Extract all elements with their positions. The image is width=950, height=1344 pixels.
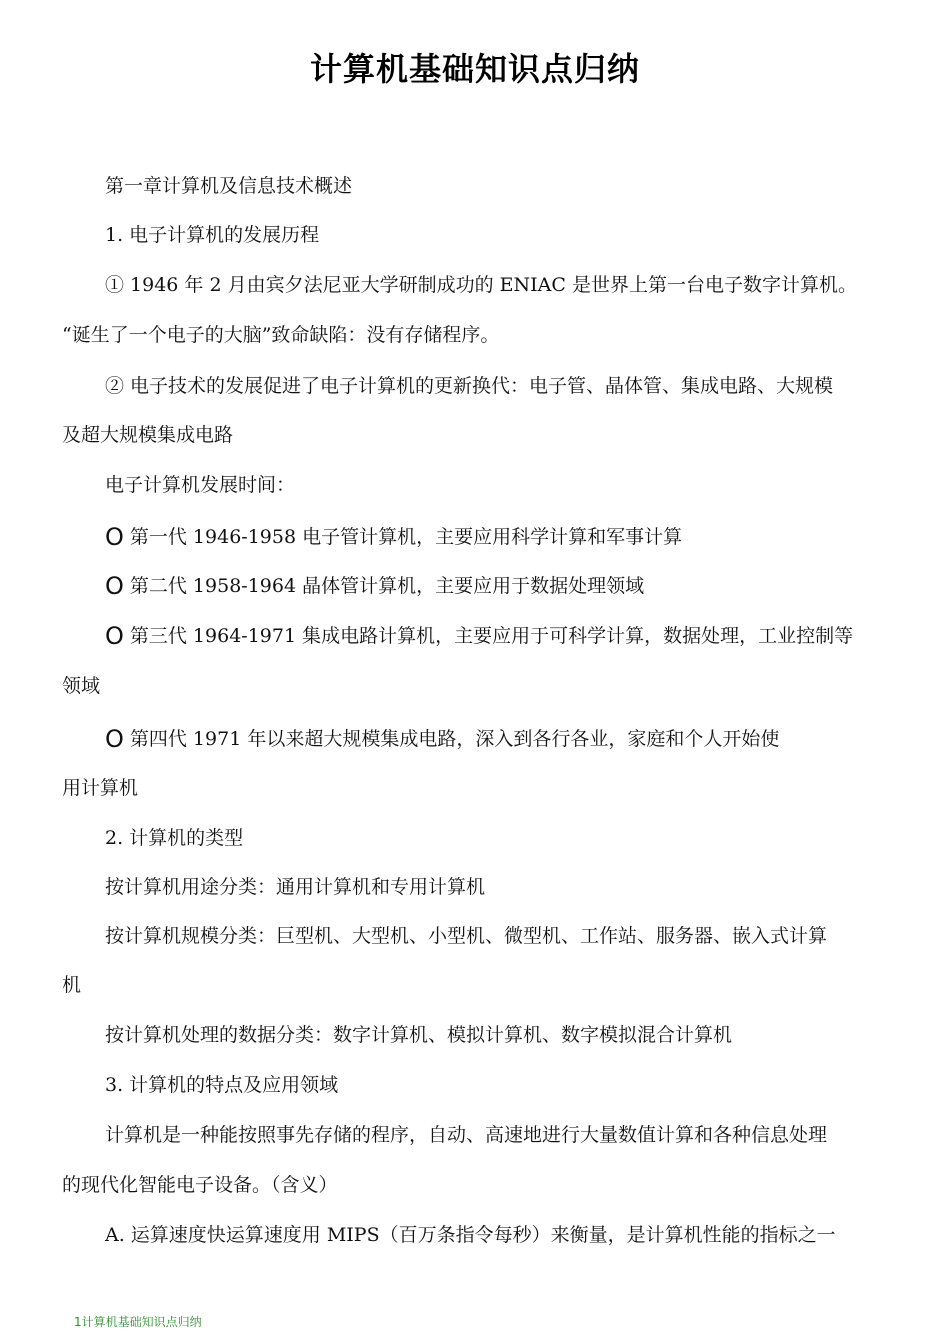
list-item — [105, 573, 644, 599]
list-item — [105, 726, 779, 752]
list-item — [105, 623, 853, 649]
list-item-text: 第四代 1971 年以来超大规模集成电路，深入到各行各业，家庭和个人开始使 — [129, 728, 780, 750]
bullet-icon: O — [105, 622, 124, 650]
paragraph-line: 电子计算机发展时间： — [105, 474, 296, 496]
paragraph-line: 及超大规模集成电路 — [62, 424, 234, 446]
bullet-icon: O — [105, 572, 124, 600]
paragraph-line: 的现代化智能电子设备。（含义） — [62, 1174, 338, 1196]
list-item — [105, 524, 682, 550]
paragraph-line: 计算机是一种能按照事先存储的程序，自动、高速地进行大量数值计算和各种信息处理 — [105, 1124, 828, 1146]
paragraph-line: 按计算机规模分类：巨型机、大型机、小型机、微型机、工作站、服务器、嵌入式计算 — [105, 925, 828, 947]
paragraph-line: 按计算机用途分类：通用计算机和专用计算机 — [105, 876, 486, 898]
paragraph-line: A. 运算速度快运算速度用 MIPS（百万条指令每秒）来衡量，是计算机性能的指标之一 — [105, 1224, 836, 1246]
page-title: 计算机基础知识点归纳 — [309, 50, 640, 88]
paragraph-line: “诞生了一个电子的大脑”致命缺陷：没有存储程序。 — [62, 324, 500, 346]
chapter-heading: 第一章计算机及信息技术概述 — [105, 175, 353, 197]
section-heading: 1. 电子计算机的发展历程 — [105, 224, 320, 246]
list-item-text: 第二代 1958-1964 晶体管计算机，主要应用于数据处理领域 — [129, 575, 645, 597]
paragraph-line: ① 1946 年 2 月由宾夕法尼亚大学研制成功的 ENIAC 是世界上第一台电子数字计算机。 — [105, 274, 857, 296]
section-heading: 3. 计算机的特点及应用领域 — [105, 1074, 339, 1096]
list-item-text: 第三代 1964-1971 集成电路计算机，主要应用于可科学计算，数据处理，工业控制等 — [129, 625, 854, 647]
paragraph-line: ② 电子技术的发展促进了电子计算机的更新换代：电子管、晶体管、集成电路、大规模 — [105, 375, 834, 397]
section-heading: 2. 计算机的类型 — [105, 827, 244, 849]
paragraph-line: 领域 — [62, 675, 101, 697]
list-item-text: 第一代 1946-1958 电子管计算机，主要应用科学计算和军事计算 — [129, 526, 683, 548]
bullet-icon: O — [105, 725, 124, 753]
bullet-icon: O — [105, 523, 124, 551]
paragraph-line: 用计算机 — [62, 777, 139, 799]
paragraph-line: 机 — [62, 974, 82, 996]
page-footer: 1计算机基础知识点归纳 — [74, 1315, 202, 1329]
paragraph-line: 按计算机处理的数据分类：数字计算机、模拟计算机、数字模拟混合计算机 — [105, 1024, 733, 1046]
